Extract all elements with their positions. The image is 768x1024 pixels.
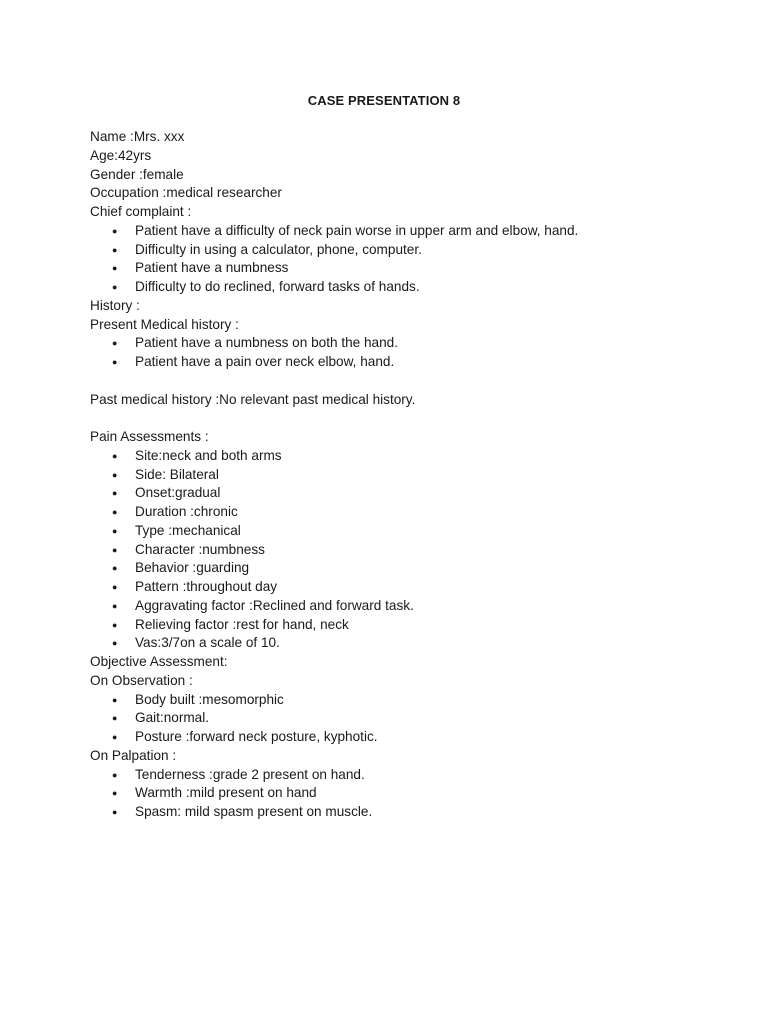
objective-assessment-heading: Objective Assessment: [90, 654, 228, 669]
present-medical-history-heading: Present Medical history : [90, 316, 239, 332]
list-item: ● Patient have a pain over neck elbow, hand. [90, 353, 710, 372]
list-item: ● Patient have a difficulty of neck pain worse in upper arm and elbow, hand. [90, 222, 710, 241]
patient-occupation: Occupation :medical researcher [90, 185, 282, 201]
patient-age: Age:42yrs [90, 147, 152, 163]
list-item: ● Tenderness :grade 2 present on hand. [90, 766, 710, 785]
list-item: ● Side: Bilateral [90, 466, 710, 485]
present-medical-history-list [90, 334, 710, 372]
history-heading: History : [90, 297, 140, 313]
list-item: ● Posture :forward neck posture, kyphotic. [90, 728, 710, 747]
list-item: ● Behavior :guarding [90, 559, 710, 578]
list-item: ● Body built :mesomorphic [90, 691, 710, 710]
past-medical-history: Past medical history :No relevant past medical history. [90, 391, 416, 407]
pain-assessments-heading: Pain Assessments : [90, 429, 209, 444]
list-item: ● Site:neck and both arms [90, 447, 710, 466]
spacer [90, 409, 710, 428]
list-item: ● Spasm: mild spasm present on muscle. [90, 803, 710, 822]
list-item: ● Gait:normal. [90, 709, 710, 728]
patient-name: Name :Mrs. xxx [90, 129, 185, 144]
pain-assessments-list [90, 447, 710, 653]
list-item: ● Warmth :mild present on hand [90, 784, 710, 803]
list-item: ● Aggravating factor :Reclined and forward task. [90, 597, 710, 616]
on-palpation-list [90, 766, 710, 822]
list-item: ● Difficulty to do reclined, forward tasks of hands. [90, 278, 710, 297]
list-item: ● Pattern :throughout day [90, 578, 710, 597]
on-palpation-heading: On Palpation : [90, 747, 177, 763]
patient-gender: Gender :female [90, 166, 184, 182]
document-title: CASE PRESENTATION 8 [307, 93, 461, 108]
list-item: ● Patient have a numbness [90, 259, 710, 278]
list-item: ● Vas:3/7on a scale of 10. [90, 634, 710, 653]
list-item: ● Character :numbness [90, 541, 710, 560]
on-observation-heading: On Observation : [90, 672, 193, 688]
on-observation-list [90, 691, 710, 747]
list-item: ● Duration :chronic [90, 503, 710, 522]
chief-complaint-heading: Chief complaint : [90, 204, 192, 219]
document-body [90, 128, 710, 822]
list-item: ● Relieving factor :rest for hand, neck [90, 616, 710, 635]
list-item: ● Onset:gradual [90, 484, 710, 503]
list-item: ● Difficulty in using a calculator, phone, computer. [90, 241, 710, 260]
spacer [90, 372, 710, 391]
list-item: ● Patient have a numbness on both the hand. [90, 334, 710, 353]
list-item: ● Type :mechanical [90, 522, 710, 541]
chief-complaint-list [90, 222, 710, 297]
